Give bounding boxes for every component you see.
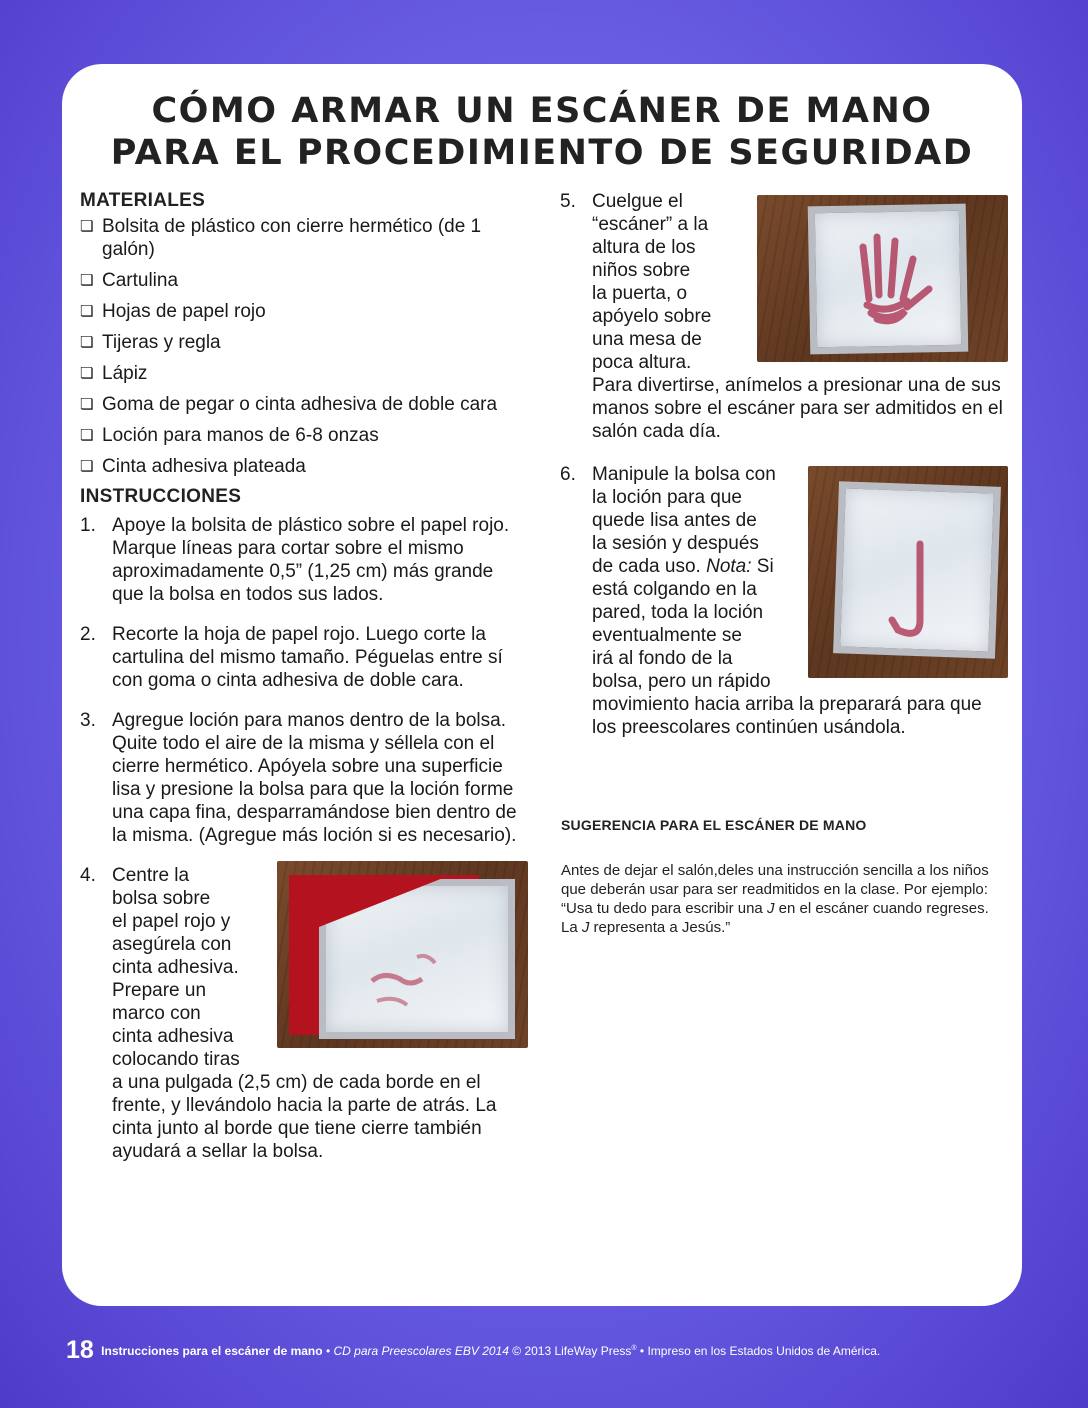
list-item xyxy=(80,269,530,292)
photo-bag-taped-on-red-paper xyxy=(277,861,528,1048)
step-number: 6. xyxy=(560,464,576,485)
footer-printed: • Impreso en los Estados Unidos de América. xyxy=(639,1344,881,1358)
material-text: Tijeras y regla xyxy=(102,332,221,353)
photo-hand-print-scanner xyxy=(757,195,1008,362)
list-item xyxy=(80,455,530,478)
materials-heading: MATERIALES xyxy=(80,190,206,211)
step-line: bolsa sobre xyxy=(112,888,211,909)
step-line: altura de los xyxy=(592,237,696,258)
step-line: la sesión y después xyxy=(592,533,759,554)
step-text: Apoye la bolsita de plástico sobre el papel rojo. Marque líneas para cortar sobre el mismo aproximadamente 0,5” (1,25 cm) más grande que la bolsa en todos sus lados. xyxy=(112,515,510,605)
instruction-step-2 xyxy=(80,623,530,692)
right-column xyxy=(560,190,1010,756)
list-item xyxy=(80,331,530,354)
step-number: 2. xyxy=(80,624,96,645)
instruction-step-6 xyxy=(560,463,1010,739)
title-line-2: PARA EL PROCEDIMIENTO DE SEGURIDAD xyxy=(110,133,974,173)
instructions-heading: INSTRUCCIONES xyxy=(80,486,242,507)
step-line: está colgando en la xyxy=(592,579,757,600)
step-line: colocando tiras xyxy=(112,1049,240,1070)
step-line: bolsa, pero un rápido xyxy=(592,671,771,692)
checkbox-icon: ❏ xyxy=(80,427,94,444)
materials-list xyxy=(80,215,530,478)
step-text: Agregue loción para manos dentro de la bolsa. Quite todo el aire de la misma y séllela con el cierre hermético. Apóyela sobre una superficie lisa y presione la bolsa para que la loción forme una capa fina, desparramándose bien dentro de la misma. (Agregue más loción si es necesario). xyxy=(112,710,517,846)
tip-text: Antes de dejar el salón,deles una instrucción sencilla a los niños que deberán usar para ser readmitidos en la clase. Por ejemplo: “Usa tu dedo para escribir una J en el escáner cuando regreses. La J representa a Jesús.” xyxy=(561,862,989,936)
step-line: cinta adhesiva xyxy=(112,1026,234,1047)
registered-mark: ® xyxy=(631,1345,637,1352)
checkbox-icon: ❏ xyxy=(80,458,94,475)
step-line: movimiento hacia arriba la preparará para que los preescolares continúen usándola. xyxy=(592,694,982,738)
instruction-step-5 xyxy=(560,190,1010,443)
step-line: poca altura. xyxy=(592,352,692,373)
step-line: la loción para que xyxy=(592,487,742,508)
material-text: Hojas de papel rojo xyxy=(102,301,266,322)
step-line: pared, toda la loción xyxy=(592,602,764,623)
step-line: marco con xyxy=(112,1003,201,1024)
step-line: Para divertirse, anímelos a presionar una de sus manos sobre el escáner para ser admitidos en el salón cada día. xyxy=(592,375,1003,442)
instruction-step-3 xyxy=(80,709,530,847)
left-column xyxy=(80,190,530,1180)
title-line-1: CÓMO ARMAR UN ESCÁNER DE MANO xyxy=(151,91,933,131)
checkbox-icon: ❏ xyxy=(80,396,94,413)
footer-product: CD para Preescolares EBV 2014 xyxy=(333,1344,509,1358)
list-item xyxy=(80,362,530,385)
checkbox-icon: ❏ xyxy=(80,334,94,351)
footer-bullet: • xyxy=(325,1344,331,1358)
checkbox-icon: ❏ xyxy=(80,272,94,289)
letter-j: J xyxy=(581,919,590,936)
step-line: Cuelgue el xyxy=(592,191,683,212)
material-text: Cinta adhesiva plateada xyxy=(102,456,306,477)
instruction-step-4 xyxy=(80,864,530,1163)
footer-section: Instrucciones para el escáner de mano xyxy=(101,1344,323,1358)
instruction-step-1 xyxy=(80,514,530,606)
step-line: de cada uso. Nota: Si xyxy=(592,556,774,577)
step-line: Centre la xyxy=(112,865,190,886)
step-number: 3. xyxy=(80,710,96,731)
step-line: irá al fondo de la xyxy=(592,648,733,669)
material-text: Loción para manos de 6-8 onzas xyxy=(102,425,379,446)
letter-j: J xyxy=(766,900,775,917)
photo-j-scanner xyxy=(808,466,1008,678)
step-line: “escáner” a la xyxy=(592,214,709,235)
material-text: Goma de pegar o cinta adhesiva de doble cara xyxy=(102,394,498,415)
step-line: la puerta, o xyxy=(592,283,688,304)
list-item xyxy=(80,215,530,261)
step-line: a una pulgada (2,5 cm) de cada borde en el frente, y llevándolo hacia la parte de atrás. La cinta junto al borde que tiene cierre también ayudará a sellar la bolsa. xyxy=(112,1072,497,1162)
step-line: quede lisa antes de xyxy=(592,510,757,531)
checkbox-icon: ❏ xyxy=(80,365,94,382)
tip-heading: SUGERENCIA PARA EL ESCÁNER DE MANO xyxy=(561,817,867,833)
material-text: Cartulina xyxy=(102,270,179,291)
lotion-smear-icon xyxy=(277,861,528,1048)
step-line: eventualmente se xyxy=(592,625,742,646)
step-text: Recorte la hoja de papel rojo. Luego corte la cartulina del mismo tamaño. Péguelas entre sí con goma o cinta adhesiva de doble cara. xyxy=(112,624,503,691)
step-line: una mesa de xyxy=(592,329,702,350)
footer-copyright: © 2013 LifeWay Press xyxy=(512,1344,632,1358)
page-number: 18 xyxy=(66,1336,94,1364)
step-line: Manipule la bolsa con xyxy=(592,464,776,485)
step-number: 1. xyxy=(80,515,96,536)
list-item xyxy=(80,300,530,323)
step-line: el papel rojo y xyxy=(112,911,231,932)
step-number: 4. xyxy=(80,865,96,886)
material-text: Bolsita de plástico con cierre hermético (de 1 galón) xyxy=(102,216,482,260)
step-line: asegúrela con xyxy=(112,934,232,955)
page-footer xyxy=(66,1336,1066,1365)
list-item xyxy=(80,424,530,447)
material-text: Lápiz xyxy=(102,363,148,384)
page-title xyxy=(62,90,1022,174)
step-line: apóyelo sobre xyxy=(592,306,712,327)
step-line: Prepare un xyxy=(112,980,207,1001)
letter-j-icon xyxy=(808,466,1008,678)
nota-label: Nota: xyxy=(706,556,752,577)
checkbox-icon: ❏ xyxy=(80,303,94,320)
checkbox-icon: ❏ xyxy=(80,218,94,235)
hand-print-icon xyxy=(757,195,1008,362)
list-item xyxy=(80,393,530,416)
step-number: 5. xyxy=(560,191,576,212)
step-line: cinta adhesiva. xyxy=(112,957,239,978)
step-line: niños sobre xyxy=(592,260,691,281)
